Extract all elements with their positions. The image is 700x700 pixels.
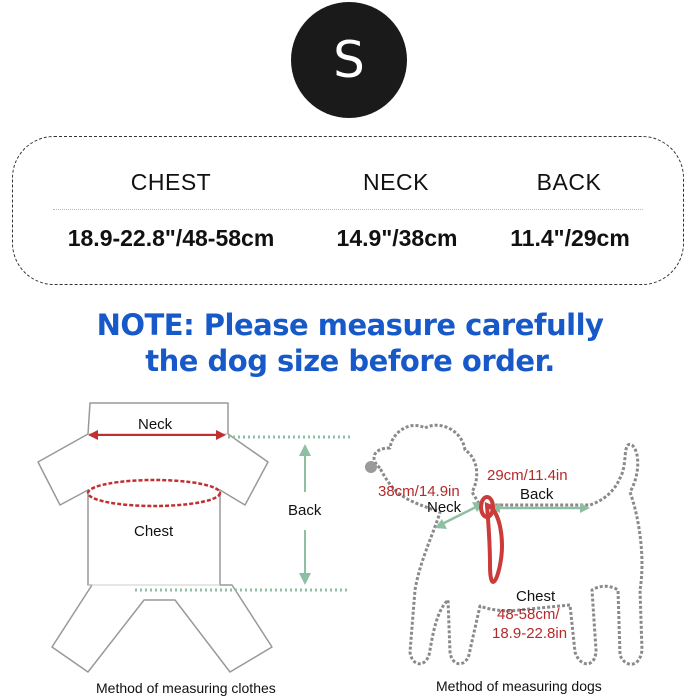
clothes-back-label: Back bbox=[288, 502, 322, 519]
dog-chest-value-2: 18.9-22.8in bbox=[492, 625, 568, 642]
dog-chest-measure-loop bbox=[487, 505, 502, 582]
dog-back-value: 29cm/11.4in bbox=[487, 467, 568, 484]
note-line-1: NOTE: Please measure carefully bbox=[96, 308, 604, 342]
size-badge: S bbox=[291, 2, 407, 118]
dog-chest-value-1: 48-58cm/ bbox=[497, 606, 560, 623]
back-header: BACK bbox=[536, 169, 602, 195]
dog-back-measure-arrow bbox=[490, 503, 590, 513]
dogs-caption: Method of measuring dogs bbox=[436, 678, 602, 694]
clothes-chest-label: Chest bbox=[134, 523, 174, 540]
neck-value: 14.9"/38cm bbox=[336, 225, 458, 251]
chest-value: 18.9-22.8"/48-58cm bbox=[67, 225, 275, 251]
neck-header: NECK bbox=[363, 169, 429, 195]
dog-neck-label: Neck bbox=[427, 499, 462, 516]
clothes-caption: Method of measuring clothes bbox=[96, 680, 276, 696]
chest-header: CHEST bbox=[130, 169, 212, 195]
dog-nose bbox=[365, 461, 377, 473]
back-value: 11.4"/29cm bbox=[510, 225, 630, 251]
clothes-neck-label: Neck bbox=[138, 416, 173, 433]
dog-back-label: Back bbox=[520, 486, 554, 503]
dog-neck-value: 38cm/14.9in bbox=[378, 483, 460, 500]
note-line-2: the dog size before order. bbox=[145, 344, 555, 378]
dog-chest-label: Chest bbox=[516, 588, 556, 605]
